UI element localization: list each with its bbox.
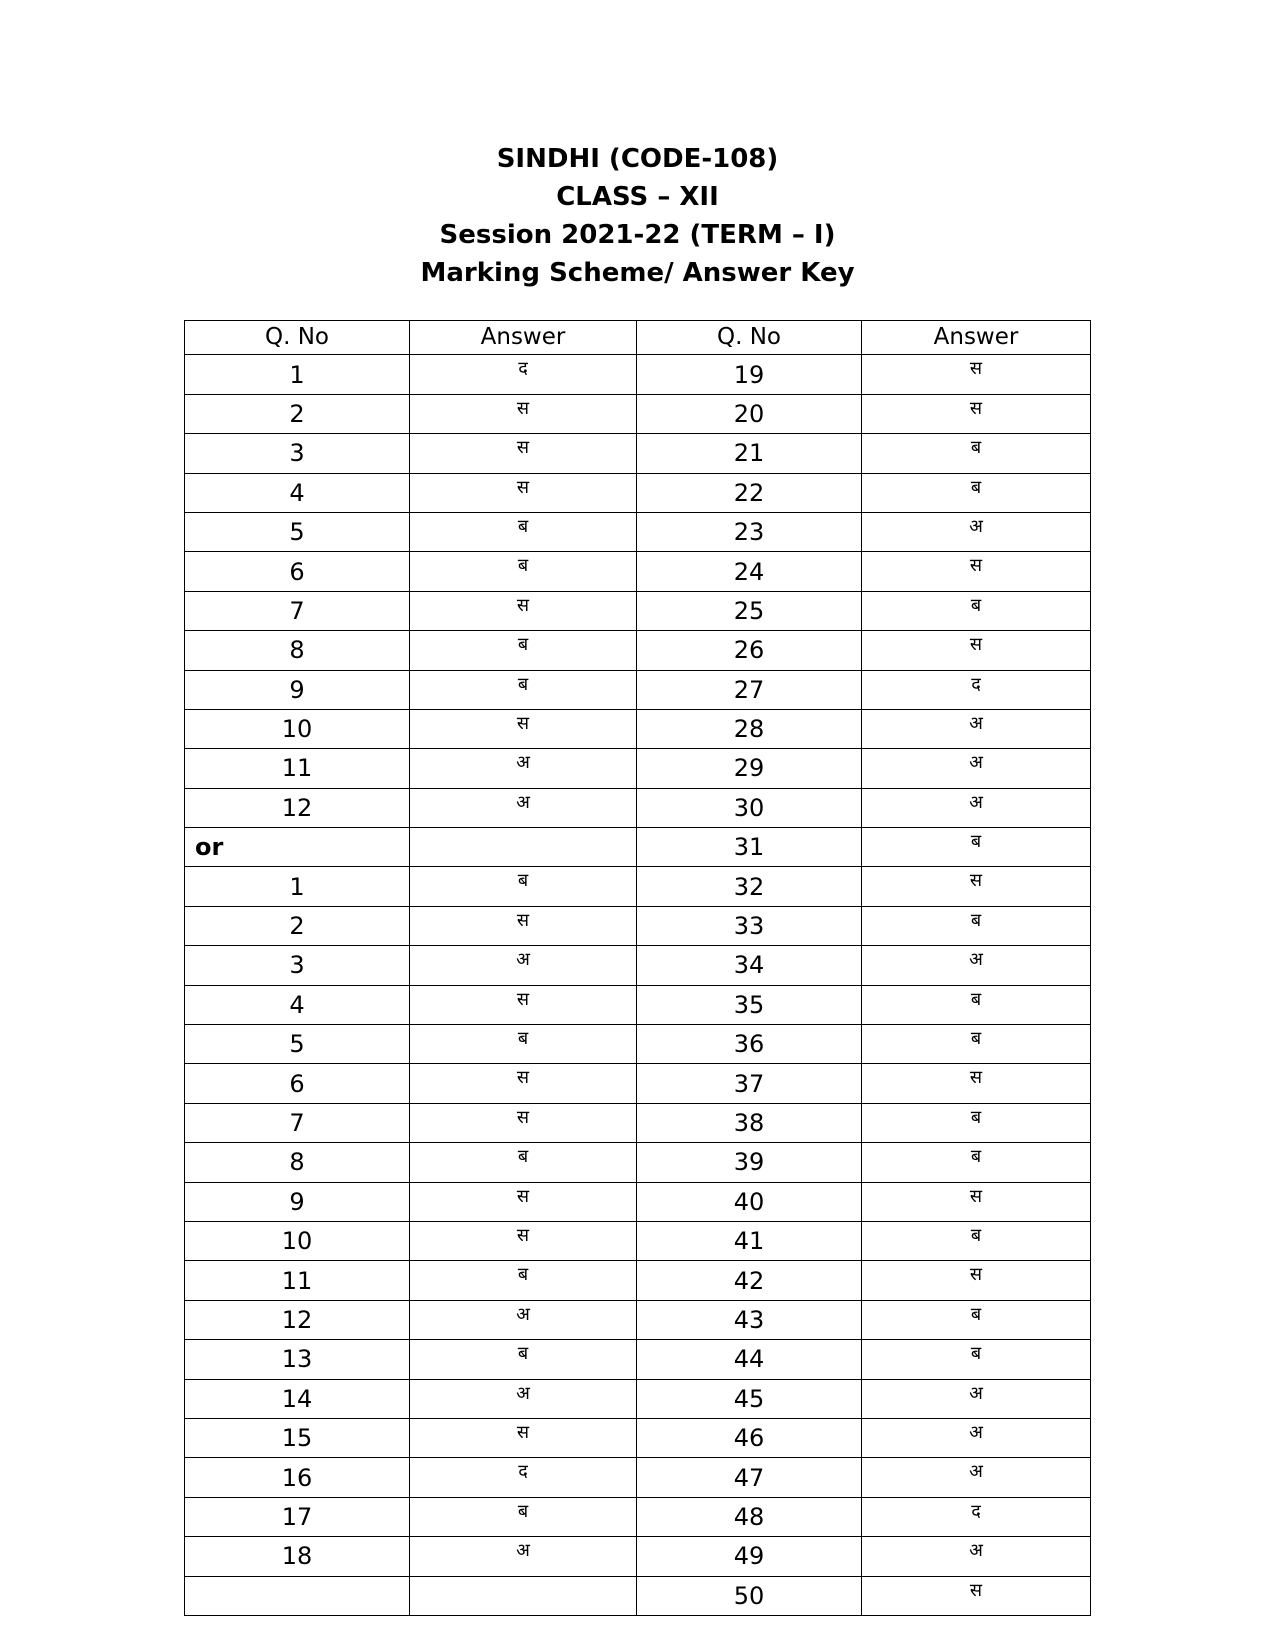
question-number-cell: 1: [185, 867, 410, 906]
answer-cell: स: [862, 1182, 1091, 1221]
table-row: [185, 1458, 1091, 1497]
answer-cell: अ: [862, 749, 1091, 788]
table-row: [185, 394, 1091, 433]
question-number-cell: 37: [637, 1064, 862, 1103]
answer-cell: स: [410, 394, 637, 433]
answer-key-table: [184, 320, 1091, 1616]
table-row: [185, 985, 1091, 1024]
table-row: [185, 631, 1091, 670]
answer-cell: स: [410, 1418, 637, 1457]
answer-cell: स: [410, 591, 637, 630]
question-number-cell: 11: [185, 749, 410, 788]
question-number-cell: 46: [637, 1418, 862, 1457]
table-row: [185, 749, 1091, 788]
question-number-cell: 35: [637, 985, 862, 1024]
question-number-cell: 42: [637, 1261, 862, 1300]
column-header: Q. No: [637, 321, 862, 355]
table-row: [185, 1221, 1091, 1260]
question-number-cell: 27: [637, 670, 862, 709]
answer-cell: ब: [862, 906, 1091, 945]
table-row: [185, 473, 1091, 512]
table-header-row: [185, 321, 1091, 355]
answer-cell: अ: [862, 788, 1091, 827]
table-row: [185, 670, 1091, 709]
question-number-cell: 34: [637, 946, 862, 985]
answer-cell: ब: [862, 985, 1091, 1024]
answer-cell: स: [410, 1103, 637, 1142]
question-number-cell: 12: [185, 1300, 410, 1339]
question-number-cell: 29: [637, 749, 862, 788]
table-row: [185, 709, 1091, 748]
question-number-cell: 10: [185, 709, 410, 748]
question-number-cell: 12: [185, 788, 410, 827]
answer-cell: ब: [410, 1497, 637, 1536]
answer-cell: स: [410, 1182, 637, 1221]
table-row: [185, 1537, 1091, 1576]
table-row: [185, 1064, 1091, 1103]
answer-cell: ब: [862, 1340, 1091, 1379]
question-number-cell: 30: [637, 788, 862, 827]
answer-cell: स: [862, 1576, 1091, 1615]
table-row: [185, 512, 1091, 551]
answer-cell: ब: [862, 1143, 1091, 1182]
table-row: [185, 788, 1091, 827]
subject-title: SINDHI (CODE-108): [496, 144, 779, 174]
answer-cell: ब: [410, 867, 637, 906]
answer-cell: स: [410, 473, 637, 512]
answer-cell: ब: [410, 670, 637, 709]
answer-cell: ब: [410, 1025, 637, 1064]
question-number-cell: 39: [637, 1143, 862, 1182]
question-number-cell: 47: [637, 1458, 862, 1497]
question-number-cell: 43: [637, 1300, 862, 1339]
question-number-cell: 8: [185, 631, 410, 670]
question-number-cell: 8: [185, 1143, 410, 1182]
question-number-cell: 4: [185, 985, 410, 1024]
answer-cell: अ: [862, 512, 1091, 551]
table-row: [185, 1418, 1091, 1457]
question-number-cell: [185, 1576, 410, 1615]
answer-cell: ब: [410, 631, 637, 670]
question-number-cell: 50: [637, 1576, 862, 1615]
table-row: [185, 1576, 1091, 1615]
question-number-cell: 13: [185, 1340, 410, 1379]
answer-cell: द: [410, 355, 637, 394]
answer-cell: अ: [410, 1537, 637, 1576]
answer-cell: स: [862, 1064, 1091, 1103]
question-number-cell: 15: [185, 1418, 410, 1457]
question-number-cell: 7: [185, 591, 410, 630]
table-row: [185, 828, 1091, 867]
answer-cell: ब: [410, 1340, 637, 1379]
answer-cell: [410, 828, 637, 867]
question-number-cell: 1: [185, 355, 410, 394]
answer-cell: स: [410, 434, 637, 473]
answer-cell: ब: [862, 828, 1091, 867]
table-row: [185, 434, 1091, 473]
answer-cell: ब: [862, 1300, 1091, 1339]
table-row: [185, 591, 1091, 630]
answer-cell: द: [862, 670, 1091, 709]
column-header: Q. No: [185, 321, 410, 355]
answer-cell: अ: [862, 1418, 1091, 1457]
question-number-cell: 9: [185, 1182, 410, 1221]
table-row: [185, 1261, 1091, 1300]
question-number-cell: 49: [637, 1537, 862, 1576]
question-number-cell: 20: [637, 394, 862, 433]
question-number-cell: 4: [185, 473, 410, 512]
answer-cell: स: [410, 906, 637, 945]
table-row: [185, 1103, 1091, 1142]
question-number-cell: 26: [637, 631, 862, 670]
answer-cell: अ: [410, 788, 637, 827]
table-row: [185, 1340, 1091, 1379]
table-row: [185, 1300, 1091, 1339]
answer-cell: स: [862, 355, 1091, 394]
answer-cell: स: [862, 394, 1091, 433]
answer-cell: स: [410, 985, 637, 1024]
table-row: [185, 906, 1091, 945]
answer-cell: अ: [862, 709, 1091, 748]
question-number-cell: 11: [185, 1261, 410, 1300]
answer-cell: स: [862, 1261, 1091, 1300]
table-row: [185, 1143, 1091, 1182]
question-number-cell: 31: [637, 828, 862, 867]
answer-cell: स: [862, 552, 1091, 591]
answer-cell: अ: [862, 1458, 1091, 1497]
question-number-cell: 16: [185, 1458, 410, 1497]
question-number-cell: 36: [637, 1025, 862, 1064]
question-number-cell: 14: [185, 1379, 410, 1418]
question-number-cell: 33: [637, 906, 862, 945]
answer-cell: ब: [410, 552, 637, 591]
question-number-cell: 25: [637, 591, 862, 630]
question-number-cell: 44: [637, 1340, 862, 1379]
question-number-cell: 23: [637, 512, 862, 551]
answer-cell: स: [410, 1221, 637, 1260]
question-number-cell: 45: [637, 1379, 862, 1418]
session-title: Session 2021-22 (TERM – I): [439, 220, 836, 250]
answer-cell: ब: [862, 434, 1091, 473]
document-header: [0, 140, 1275, 292]
question-number-cell: 41: [637, 1221, 862, 1260]
question-number-cell: 18: [185, 1537, 410, 1576]
table-row: [185, 1379, 1091, 1418]
question-number-cell: 40: [637, 1182, 862, 1221]
answer-cell: ब: [862, 1221, 1091, 1260]
answer-cell: स: [410, 1064, 637, 1103]
question-number-cell: 17: [185, 1497, 410, 1536]
question-number-cell: 2: [185, 394, 410, 433]
question-number-cell: 24: [637, 552, 862, 591]
question-number-cell: 22: [637, 473, 862, 512]
answer-cell: अ: [410, 749, 637, 788]
answer-cell: ब: [862, 1103, 1091, 1142]
answer-cell: द: [862, 1497, 1091, 1536]
answer-cell: अ: [862, 1537, 1091, 1576]
question-number-cell: 5: [185, 512, 410, 551]
answer-cell: अ: [862, 946, 1091, 985]
question-number-cell: 9: [185, 670, 410, 709]
answer-cell: स: [862, 631, 1091, 670]
answer-cell: ब: [410, 1261, 637, 1300]
column-header: Answer: [862, 321, 1091, 355]
question-number-cell: 6: [185, 1064, 410, 1103]
class-title: CLASS – XII: [556, 182, 719, 212]
question-number-cell: 10: [185, 1221, 410, 1260]
table-row: [185, 1025, 1091, 1064]
answer-cell: [410, 1576, 637, 1615]
column-header: Answer: [410, 321, 637, 355]
table-row: [185, 1497, 1091, 1536]
table-row: [185, 1182, 1091, 1221]
question-number-cell: 38: [637, 1103, 862, 1142]
answer-cell: अ: [410, 1379, 637, 1418]
question-number-cell: 6: [185, 552, 410, 591]
answer-cell: स: [410, 709, 637, 748]
question-number-cell: 19: [637, 355, 862, 394]
answer-cell: ब: [410, 512, 637, 551]
scheme-title: Marking Scheme/ Answer Key: [420, 258, 855, 288]
answer-cell: द: [410, 1458, 637, 1497]
answer-cell: अ: [410, 1300, 637, 1339]
answer-cell: ब: [410, 1143, 637, 1182]
table-body: [185, 355, 1091, 1616]
question-number-cell: 48: [637, 1497, 862, 1536]
table-row: [185, 355, 1091, 394]
question-number-cell: 2: [185, 906, 410, 945]
answer-cell: अ: [862, 1379, 1091, 1418]
table-row: [185, 867, 1091, 906]
question-number-cell: 21: [637, 434, 862, 473]
answer-cell: ब: [862, 473, 1091, 512]
answer-cell: ब: [862, 591, 1091, 630]
question-number-cell: 7: [185, 1103, 410, 1142]
question-number-cell: 28: [637, 709, 862, 748]
question-number-cell: 3: [185, 434, 410, 473]
answer-cell: ब: [862, 1025, 1091, 1064]
answer-cell: अ: [410, 946, 637, 985]
question-number-cell: 5: [185, 1025, 410, 1064]
question-number-cell: or: [185, 828, 410, 867]
question-number-cell: 32: [637, 867, 862, 906]
table-row: [185, 552, 1091, 591]
table-row: [185, 946, 1091, 985]
answer-cell: स: [862, 867, 1091, 906]
question-number-cell: 3: [185, 946, 410, 985]
